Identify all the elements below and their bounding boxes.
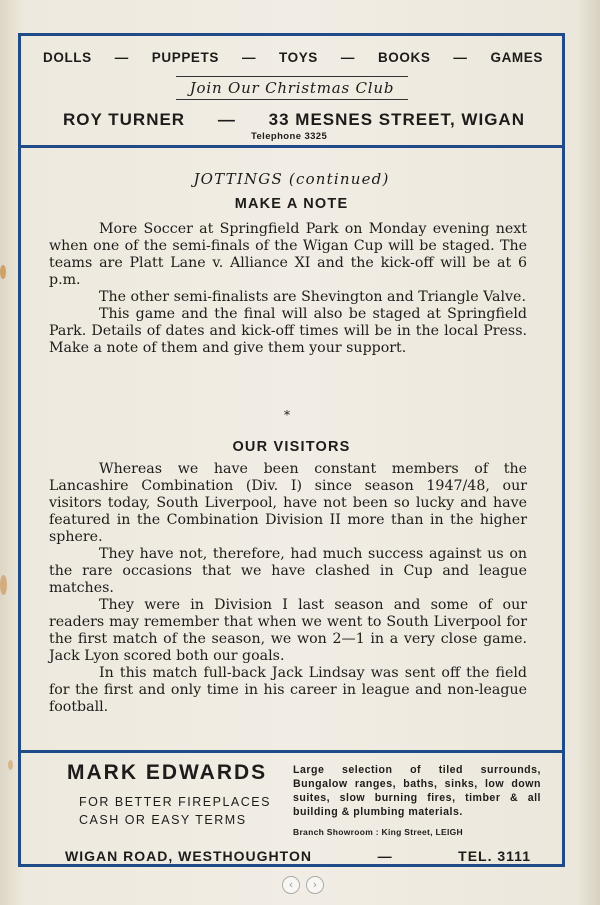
separator-dash: — bbox=[377, 848, 393, 864]
advert-address-line bbox=[65, 848, 531, 864]
shop-address: 33 MESNES STREET, WIGAN bbox=[268, 110, 525, 129]
separator-dash: — bbox=[217, 110, 236, 129]
heading-our-visitors: OUR VISITORS bbox=[232, 439, 351, 455]
christmas-club-banner: Join Our Christmas Club bbox=[176, 76, 408, 100]
product-item: TOYS bbox=[279, 50, 318, 65]
page-border bbox=[18, 33, 565, 867]
paragraph: More Soccer at Springfield Park on Monday evening next when one of the semi-finals of the Wigan Cup will be staged. The teams are Platt Lane v. Alliance XI and the kick-off will be at 6 p.m. bbox=[49, 221, 527, 288]
mark-edwards-advert bbox=[21, 753, 562, 870]
article-block-2 bbox=[49, 461, 527, 716]
heading-make-a-note: MAKE A NOTE bbox=[234, 196, 349, 212]
chevron-left-icon[interactable]: ‹ bbox=[282, 876, 300, 894]
product-item: GAMES bbox=[490, 50, 543, 65]
chevron-right-icon[interactable]: › bbox=[306, 876, 324, 894]
advertiser-name: MARK EDWARDS bbox=[67, 761, 268, 784]
separator-dash: — bbox=[241, 50, 257, 65]
paper-stain bbox=[8, 760, 13, 770]
roy-turner-advert bbox=[21, 36, 562, 148]
paragraph: They were in Division I last season and some of our readers may remember that when we went to South Liverpool for the first match of the season, we won 2—1 in a very close game. Jack Lyon scored both our goals. bbox=[49, 597, 527, 664]
separator-dash: — bbox=[114, 50, 129, 65]
shop-name: ROY TURNER bbox=[63, 110, 186, 129]
advert-terms: CASH OR EASY TERMS bbox=[79, 813, 247, 827]
paragraph: Whereas we have been constant members of the Lancashire Combination (Div. I) since season 1947/48, our visitors today, South Liverpool, have not been so lucky and have featured in the Combination Division II more than in the higher sphere. bbox=[49, 461, 527, 545]
separator-dash: — bbox=[340, 50, 355, 65]
advertiser-address: WIGAN ROAD, WESTHOUGHTON bbox=[65, 848, 312, 864]
product-item: PUPPETS bbox=[151, 50, 219, 65]
product-list bbox=[43, 50, 543, 65]
advert-tagline: FOR BETTER FIREPLACES bbox=[79, 795, 271, 809]
paragraph: This game and the final will also be staged at Springfield Park. Details of dates and kick-off times will be in the local Press. Make a note of them and give them your support. bbox=[49, 306, 527, 356]
product-item: BOOKS bbox=[377, 50, 431, 65]
viewer-navigation bbox=[282, 876, 324, 894]
paragraph: In this match full-back Jack Lindsay was sent off the field for the first and only time in his career in league and non-league football. bbox=[49, 665, 527, 715]
divider-top bbox=[21, 145, 562, 148]
paragraph: The other semi-finalists are Shevington and Triangle Valve. bbox=[99, 289, 526, 305]
shop-telephone: Telephone 3325 bbox=[251, 131, 328, 142]
advertiser-phone: TEL. 3111 bbox=[458, 848, 531, 864]
paper-stain bbox=[0, 265, 6, 279]
section-separator: * bbox=[284, 408, 290, 422]
paper-stain bbox=[0, 575, 7, 595]
shop-name-line bbox=[63, 110, 525, 130]
article-block-1 bbox=[49, 221, 527, 357]
section-title: JOTTINGS (continued) bbox=[193, 170, 390, 188]
product-item: DOLLS bbox=[43, 50, 92, 65]
paragraph: They have not, therefore, had much success against us on the rare occasions that we have clashed in Cup and league matches. bbox=[49, 546, 527, 596]
advert-description: Large selection of tiled surrounds, Bungalow ranges, baths, sinks, low down suites, slow burning fires, timber & all building & plumbing materials. bbox=[293, 764, 541, 818]
branch-showroom: Branch Showroom : King Street, LEIGH bbox=[293, 827, 463, 837]
separator-dash: — bbox=[453, 50, 468, 65]
